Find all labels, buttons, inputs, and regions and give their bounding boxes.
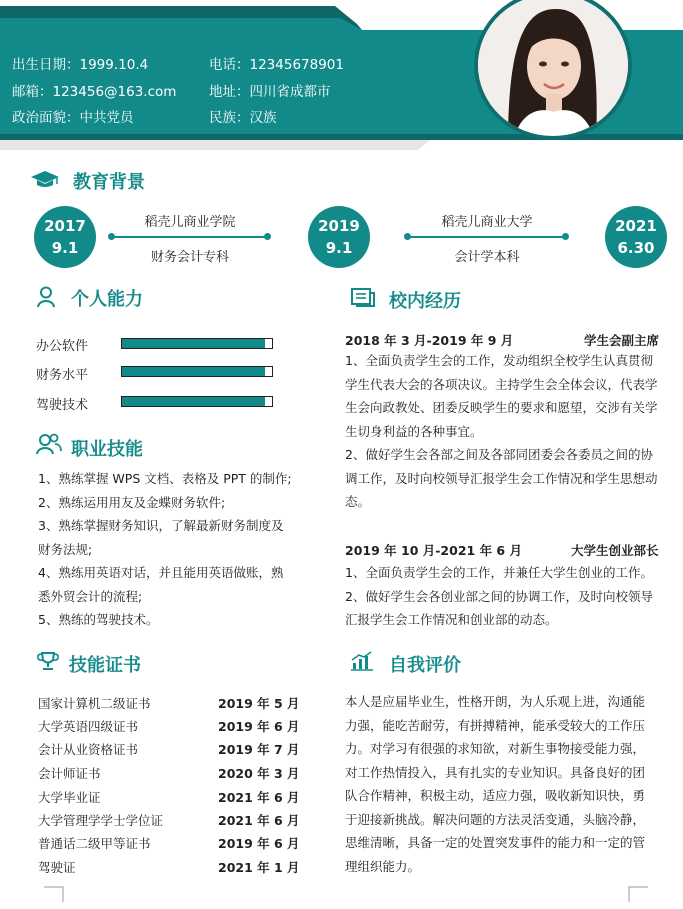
edu-major-2: 会计学本科 <box>454 250 520 265</box>
eval-line: 于迎接新挑战。解决问题的方法灵活变通，头脑冷静， <box>345 811 646 827</box>
skill-line: 悉外贸会计的流程; <box>38 588 143 604</box>
eval-line: 理组织能力。 <box>345 858 421 874</box>
exp-line: 汇报学生会工作情况和创业部的动态。 <box>345 612 558 627</box>
cert-date: 2021 年 6 月 <box>218 790 300 805</box>
exp-line: 1、全面负责学生会的工作，发动组织全校学生认真贯彻 <box>345 353 653 368</box>
cert-name: 会计师证书 <box>38 766 101 781</box>
exp1-period: 2018 年 3 月-2019 年 9 月 <box>345 333 514 348</box>
skill-line: 2、熟练运用用友及金蝶财务软件; <box>38 494 226 510</box>
skill-line: 财务法规; <box>38 541 93 557</box>
people-icon <box>36 433 62 455</box>
exp-line: 2、做好学生会各部之间及各部同团委会各委员之间的协 <box>345 447 653 462</box>
exp-line: 学生代表大会的各项决议。主持学生会全体会议，代表学 <box>345 376 658 392</box>
skill-line: 1、熟练掌握 WPS 文档、表格及 PPT 的制作; <box>38 471 292 486</box>
cert-name: 会计从业资格证书 <box>38 742 139 757</box>
exp2-role: 大学生创业部长 <box>571 543 659 558</box>
exp-line: 态。 <box>345 494 371 509</box>
exp-line: 生切身利益的各种事宜。 <box>345 423 483 439</box>
eval-line: 本人是应届毕业生，性格开朗，为人乐观上进，沟通能 <box>345 694 646 709</box>
skill-line: 5、熟练的驾驶技术。 <box>38 612 159 627</box>
exp1-description <box>345 349 665 514</box>
edu-dot <box>562 233 569 240</box>
certs-title: 技能证书 <box>69 655 141 676</box>
political-status: 政治面貌：中共党员 <box>12 110 134 126</box>
eval-line: 对工作热情投入，具有扎实的专业知识。具备良好的团 <box>345 764 646 780</box>
ability-bar-fill <box>122 339 265 348</box>
skill-line: 4、熟练用英语对话，并且能用英语做账，熟 <box>38 565 284 580</box>
cert-date: 2019 年 5 月 <box>218 696 300 711</box>
ability-title: 个人能力 <box>71 289 143 310</box>
eval-line: 力。对学习有很强的求知欲，对新生事物接受能力强， <box>345 741 646 756</box>
edu-date-1: 2017 9.1 <box>34 206 96 268</box>
page-corner-mark <box>44 886 64 902</box>
cert-name: 大学管理学学士学位证 <box>38 813 164 828</box>
trophy-icon <box>36 651 60 671</box>
bar-chart-icon <box>350 651 374 671</box>
page-corner-mark <box>628 886 648 902</box>
edu-dot <box>108 233 115 240</box>
skills-title: 职业技能 <box>71 439 143 460</box>
person-icon <box>36 286 56 308</box>
exp2-description <box>345 561 665 632</box>
exp-line: 生会向政教处、团委反映学生的要求和愿望，交涉有关学 <box>345 400 658 415</box>
exp1-role: 学生会副主席 <box>584 333 660 348</box>
address: 地址：四川省成都市 <box>209 84 331 100</box>
header-banner <box>0 0 683 150</box>
evaluation-title: 自我评价 <box>389 655 461 676</box>
edu-major-1: 财务会计专科 <box>150 250 229 265</box>
email: 邮箱：123456@163.com <box>12 84 177 100</box>
exp-line: 调工作，及时向校领导汇报学生会工作情况和学生思想动 <box>345 470 658 486</box>
cert-name: 国家计算机二级证书 <box>38 696 151 711</box>
edu-date-3: 2021 6.30 <box>605 206 667 268</box>
evaluation-text <box>345 690 665 878</box>
edu-dot <box>404 233 411 240</box>
ability-bar-fill <box>122 367 265 376</box>
cert-name: 普通话二级甲等证书 <box>38 836 151 851</box>
eval-line: 力强，能吃苦耐劳，有拼搏精神，能承受较大的工作压 <box>345 717 646 733</box>
edu-school-2: 稻壳儿商业大学 <box>441 215 533 230</box>
ability-label: 驾驶技术 <box>36 398 89 413</box>
campus-title: 校内经历 <box>389 291 461 312</box>
cert-date: 2021 年 6 月 <box>218 813 300 828</box>
skill-line: 3、熟练掌握财务知识，了解最新财务制度及 <box>38 518 284 533</box>
exp-line: 2、做好学生会各创业部之间的协调工作，及时向校领导 <box>345 588 653 604</box>
ability-label: 财务水平 <box>36 368 89 383</box>
eval-line: 思维清晰，具备一定的处置突发事件的能力和一定的管 <box>345 835 646 850</box>
exp-line: 1、全面负责学生会的工作，并兼任大学生创业的工作。 <box>345 565 653 580</box>
eval-line: 队合作精神，积极主动，适应力强，吸收新知识快，勇 <box>345 788 646 803</box>
graduation-cap-icon <box>30 170 60 188</box>
ability-bar <box>121 366 273 377</box>
cert-date: 2019 年 6 月 <box>218 719 300 734</box>
ability-bar-fill <box>122 397 265 406</box>
ability-bar <box>121 396 273 407</box>
edu-dot <box>264 233 271 240</box>
cert-name: 驾驶证 <box>38 860 76 875</box>
birth-date: 出生日期：1999.10.4 <box>12 57 149 73</box>
cert-date: 2020 年 3 月 <box>218 766 300 781</box>
ethnicity: 民族：汉族 <box>209 110 277 126</box>
cert-date: 2019 年 7 月 <box>218 742 300 757</box>
cert-date: 2019 年 6 月 <box>218 836 300 851</box>
cert-name: 大学毕业证 <box>38 790 101 805</box>
book-icon <box>350 287 376 307</box>
ability-bar <box>121 338 273 349</box>
edu-timeline-1 <box>112 236 268 238</box>
cert-name: 大学英语四级证书 <box>38 719 139 734</box>
skills-list <box>38 467 303 632</box>
cert-date: 2021 年 1 月 <box>218 860 300 875</box>
ability-label: 办公软件 <box>36 339 89 354</box>
edu-school-1: 稻壳儿商业学院 <box>144 215 236 230</box>
edu-date-2: 2019 9.1 <box>308 206 370 268</box>
education-title: 教育背景 <box>73 172 145 193</box>
exp2-period: 2019 年 10 月-2021 年 6 月 <box>345 543 522 558</box>
phone: 电话：12345678901 <box>209 57 344 73</box>
edu-timeline-2 <box>408 236 566 238</box>
